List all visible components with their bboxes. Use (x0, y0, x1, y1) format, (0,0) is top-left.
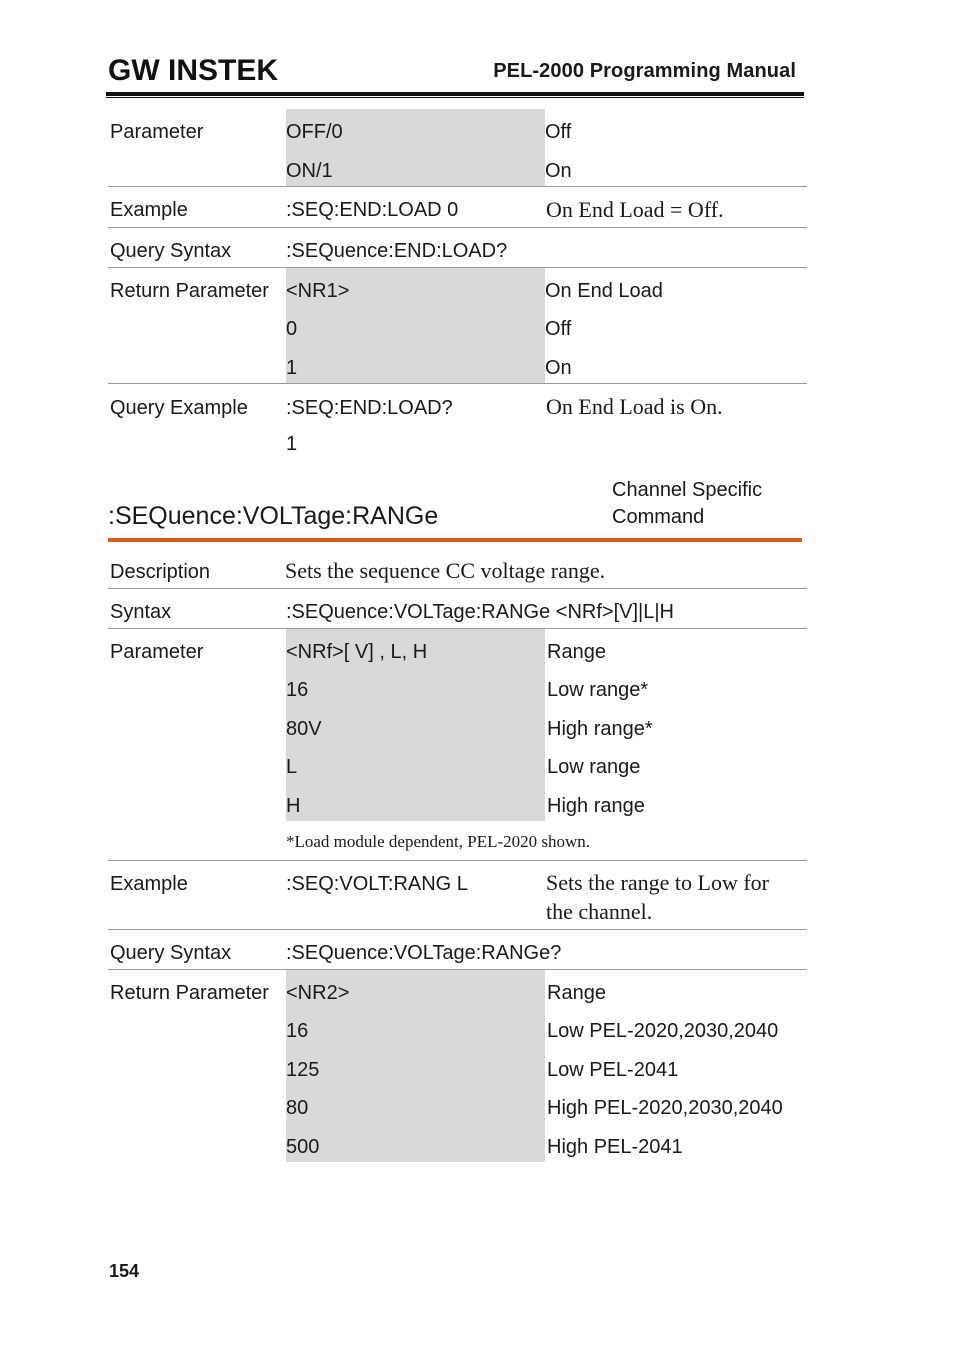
return-desc: On End Load (545, 280, 663, 302)
row-label: Syntax (110, 601, 172, 623)
param-desc: High range (547, 795, 645, 817)
row-label: Example (110, 199, 188, 221)
row-divider (108, 186, 807, 187)
param-desc: Low range* (547, 679, 649, 701)
param-value: ON/1 (286, 160, 333, 182)
param-footnote: *Load module dependent, PEL-2020 shown. (286, 832, 591, 851)
return-value: 0 (286, 318, 298, 340)
logo-text: GW INSTEK (108, 54, 279, 84)
page-number: 154 (109, 1261, 140, 1281)
channel-specific-tag (612, 477, 802, 531)
row-divider (108, 227, 807, 228)
return-desc: Low PEL-2020,2030,2040 (547, 1020, 779, 1042)
section-title: :SEQuence:VOLTage:RANGe (108, 502, 439, 530)
document-title: PEL-2000 Programming Manual (493, 60, 796, 82)
return-value: 16 (286, 1020, 309, 1042)
param-desc: Off (545, 121, 572, 143)
query-example-desc: On End Load is On. (546, 394, 723, 419)
gw-instek-logo (108, 54, 280, 84)
return-value: 125 (286, 1059, 320, 1081)
description-text: Sets the sequence CC voltage range. (285, 558, 606, 583)
row-label: Parameter (110, 121, 204, 143)
example-code: :SEQ:END:LOAD 0 (286, 199, 459, 221)
param-value: L (286, 756, 298, 778)
section-underline (108, 538, 802, 542)
row-divider (108, 929, 807, 930)
return-value: 80 (286, 1097, 309, 1119)
query-example-result: 1 (286, 433, 298, 455)
param-desc: Range (547, 641, 606, 663)
header-rule (106, 92, 804, 96)
example-desc: Sets the range to Low for (546, 870, 769, 895)
return-desc: On (545, 357, 572, 379)
row-divider (108, 860, 807, 861)
row-label: Parameter (110, 641, 204, 663)
row-label: Return Parameter (110, 982, 269, 1004)
row-label: Query Syntax (110, 240, 232, 262)
example-desc: the channel. (546, 899, 653, 924)
return-value: <NR1> (286, 280, 350, 302)
param-value: H (286, 795, 301, 817)
header-rule-thin (106, 97, 804, 98)
row-divider (108, 588, 807, 589)
return-value: <NR2> (286, 982, 350, 1004)
tag-line: Channel Specific (612, 479, 763, 501)
return-value: 500 (286, 1136, 320, 1158)
return-desc: High PEL-2020,2030,2040 (547, 1097, 783, 1119)
query-syntax-code: :SEQuence:END:LOAD? (286, 240, 508, 262)
row-label: Query Syntax (110, 942, 232, 964)
param-value: 80V (286, 718, 322, 740)
return-value: 1 (286, 357, 298, 379)
tag-line: Command (612, 506, 705, 528)
return-desc: Low PEL-2041 (547, 1059, 679, 1081)
param-desc: High range* (547, 718, 653, 740)
row-label: Description (110, 561, 211, 583)
param-value: 16 (286, 679, 309, 701)
param-value: <NRf>[ V] , L, H (286, 641, 428, 663)
row-label: Query Example (110, 397, 248, 419)
param-value: OFF/0 (286, 121, 343, 143)
return-desc: Range (547, 982, 606, 1004)
row-label: Example (110, 873, 188, 895)
query-syntax-code: :SEQuence:VOLTage:RANGe? (286, 942, 562, 964)
param-desc: Low range (547, 756, 641, 778)
example-code: :SEQ:VOLT:RANG L (286, 873, 468, 895)
row-divider (108, 383, 807, 384)
param-desc: On (545, 160, 572, 182)
return-desc: High PEL-2041 (547, 1136, 683, 1158)
row-label: Return Parameter (110, 280, 269, 302)
return-desc: Off (545, 318, 572, 340)
syntax-code: :SEQuence:VOLTage:RANGe <NRf>[V]|L|H (286, 601, 674, 623)
query-example-code: :SEQ:END:LOAD? (286, 397, 453, 419)
example-desc: On End Load = Off. (546, 197, 724, 222)
